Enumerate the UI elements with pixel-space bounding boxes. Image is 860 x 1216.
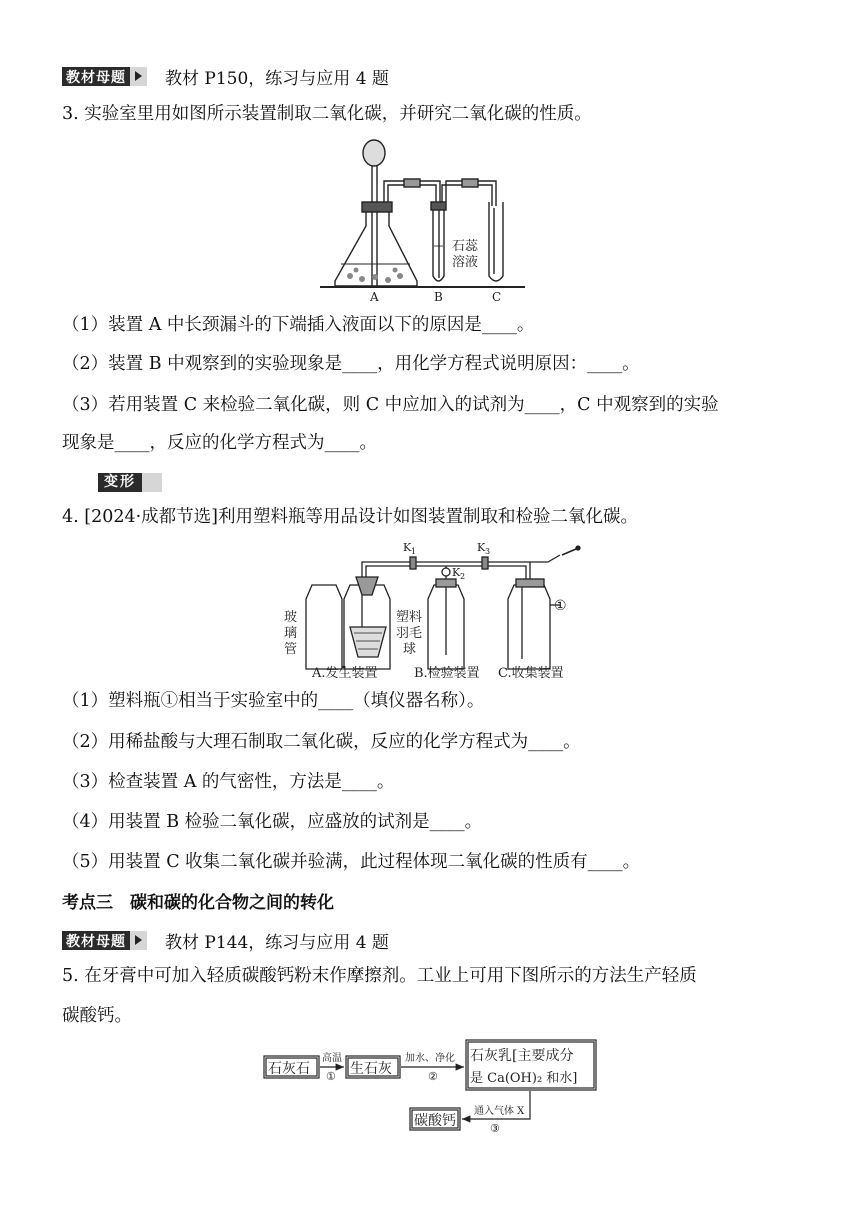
co2-apparatus-figure <box>0 136 860 306</box>
textbook-tag: 教材母题 <box>62 931 130 950</box>
caption-c: C.收集装置 <box>498 666 564 681</box>
q4-sub2: （2）用稀盐酸与大理石制取二氧化碳，反应的化学方程式为____。 <box>62 732 581 752</box>
q3-sub3-line2: 现象是____，反应的化学方程式为____。 <box>62 433 377 453</box>
k2-subscript: 2 <box>460 572 466 581</box>
ball-label-3: 球 <box>403 642 417 657</box>
variant-label: 变形 <box>98 473 142 492</box>
q4-sub4: （4）用装置 B 检验二氧化碳，应盛放的试剂是____。 <box>62 812 483 832</box>
litmus-label: 石蕊 <box>452 239 479 254</box>
caption-b: B.检验装置 <box>414 666 480 681</box>
ball-label-1: 塑料 <box>396 610 423 625</box>
glass-tube-label-3: 管 <box>284 642 298 657</box>
q4-sub3: （3）检查装置 A 的气密性，方法是____。 <box>62 772 395 792</box>
calcium-carbonate-flow <box>0 1036 860 1136</box>
q3-stem: 3. 实验室里用如图所示装置制取二氧化碳，并研究二氧化碳的性质。 <box>62 104 592 124</box>
q5-stem-line1: 5. 在牙膏中可加入轻质碳酸钙粉末作摩擦剂。工业上可用下图所示的方法生产轻质 <box>62 966 697 986</box>
litmus-label-2: 溶液 <box>452 255 479 270</box>
q5-source-row <box>62 928 389 953</box>
flow-box-slaked-lime-2: 是 Ca(OH)₂ 和水] <box>470 1071 578 1086</box>
step2-condition: 加水、净化 <box>405 1053 455 1064</box>
step3-number: ③ <box>490 1122 500 1135</box>
q3-sub2: （2）装置 B 中观察到的实验现象是____，用化学方程式说明原因：____。 <box>62 354 640 374</box>
plastic-bottle-apparatus-figure <box>0 537 860 682</box>
k3-label: K <box>477 541 486 554</box>
k3-subscript: 3 <box>485 547 491 556</box>
caption-a: A.发生装置 <box>312 666 378 681</box>
ball-label-2: 羽毛 <box>396 626 423 641</box>
label-b: B <box>434 290 443 304</box>
k1-subscript: 1 <box>411 547 417 556</box>
textbook-reference: 教材 P144，练习与应用 4 题 <box>165 933 389 953</box>
glass-tube-label-1: 玻 <box>284 610 298 625</box>
step1-number: ① <box>326 1070 336 1083</box>
step3-condition: 通入气体 X <box>474 1106 525 1117</box>
textbook-reference: 教材 P150，练习与应用 4 题 <box>165 69 389 89</box>
flow-box-quicklime: 生石灰 <box>350 1061 392 1077</box>
q4-sub5: （5）用装置 C 收集二氧化碳并验满，此过程体现二氧化碳的性质有____。 <box>62 852 641 872</box>
play-arrow-icon <box>130 931 147 950</box>
textbook-tag: 教材母题 <box>62 67 130 86</box>
label-a: A <box>370 290 379 304</box>
flow-box-limestone: 石灰石 <box>268 1061 310 1077</box>
step2-number: ② <box>428 1070 438 1083</box>
bottle-mark: ① <box>554 598 567 614</box>
variant-tag <box>98 473 162 492</box>
k2-label: K <box>452 566 461 579</box>
q4-sub1: （1）塑料瓶①相当于实验室中的____（填仪器名称）。 <box>62 691 485 711</box>
variant-tag-bar <box>142 473 162 492</box>
q3-sub1: （1）装置 A 中长颈漏斗的下端插入液面以下的原因是____。 <box>62 315 535 335</box>
play-arrow-icon <box>130 67 147 86</box>
q3-source-row <box>62 64 389 89</box>
label-c: C <box>492 290 502 304</box>
step1-condition: 高温 <box>322 1053 342 1064</box>
q5-stem-line2: 碳酸钙。 <box>62 1006 132 1026</box>
flow-box-slaked-lime-1: 石灰乳[主要成分 <box>470 1048 574 1064</box>
flow-box-calcium-carbonate: 碳酸钙 <box>414 1113 456 1129</box>
q3-sub3-line1: （3）若用装置 C 来检验二氧化碳，则 C 中应加入的试剂为____，C 中观察到的实验 <box>62 395 719 415</box>
glass-tube-label-2: 璃 <box>284 626 298 641</box>
k1-label: K <box>403 541 412 554</box>
q4-stem: 4. [2024·成都节选]利用塑料瓶等用品设计如图装置制取和检验二氧化碳。 <box>62 507 639 527</box>
section-heading: 考点三 碳和碳的化合物之间的转化 <box>62 893 334 913</box>
